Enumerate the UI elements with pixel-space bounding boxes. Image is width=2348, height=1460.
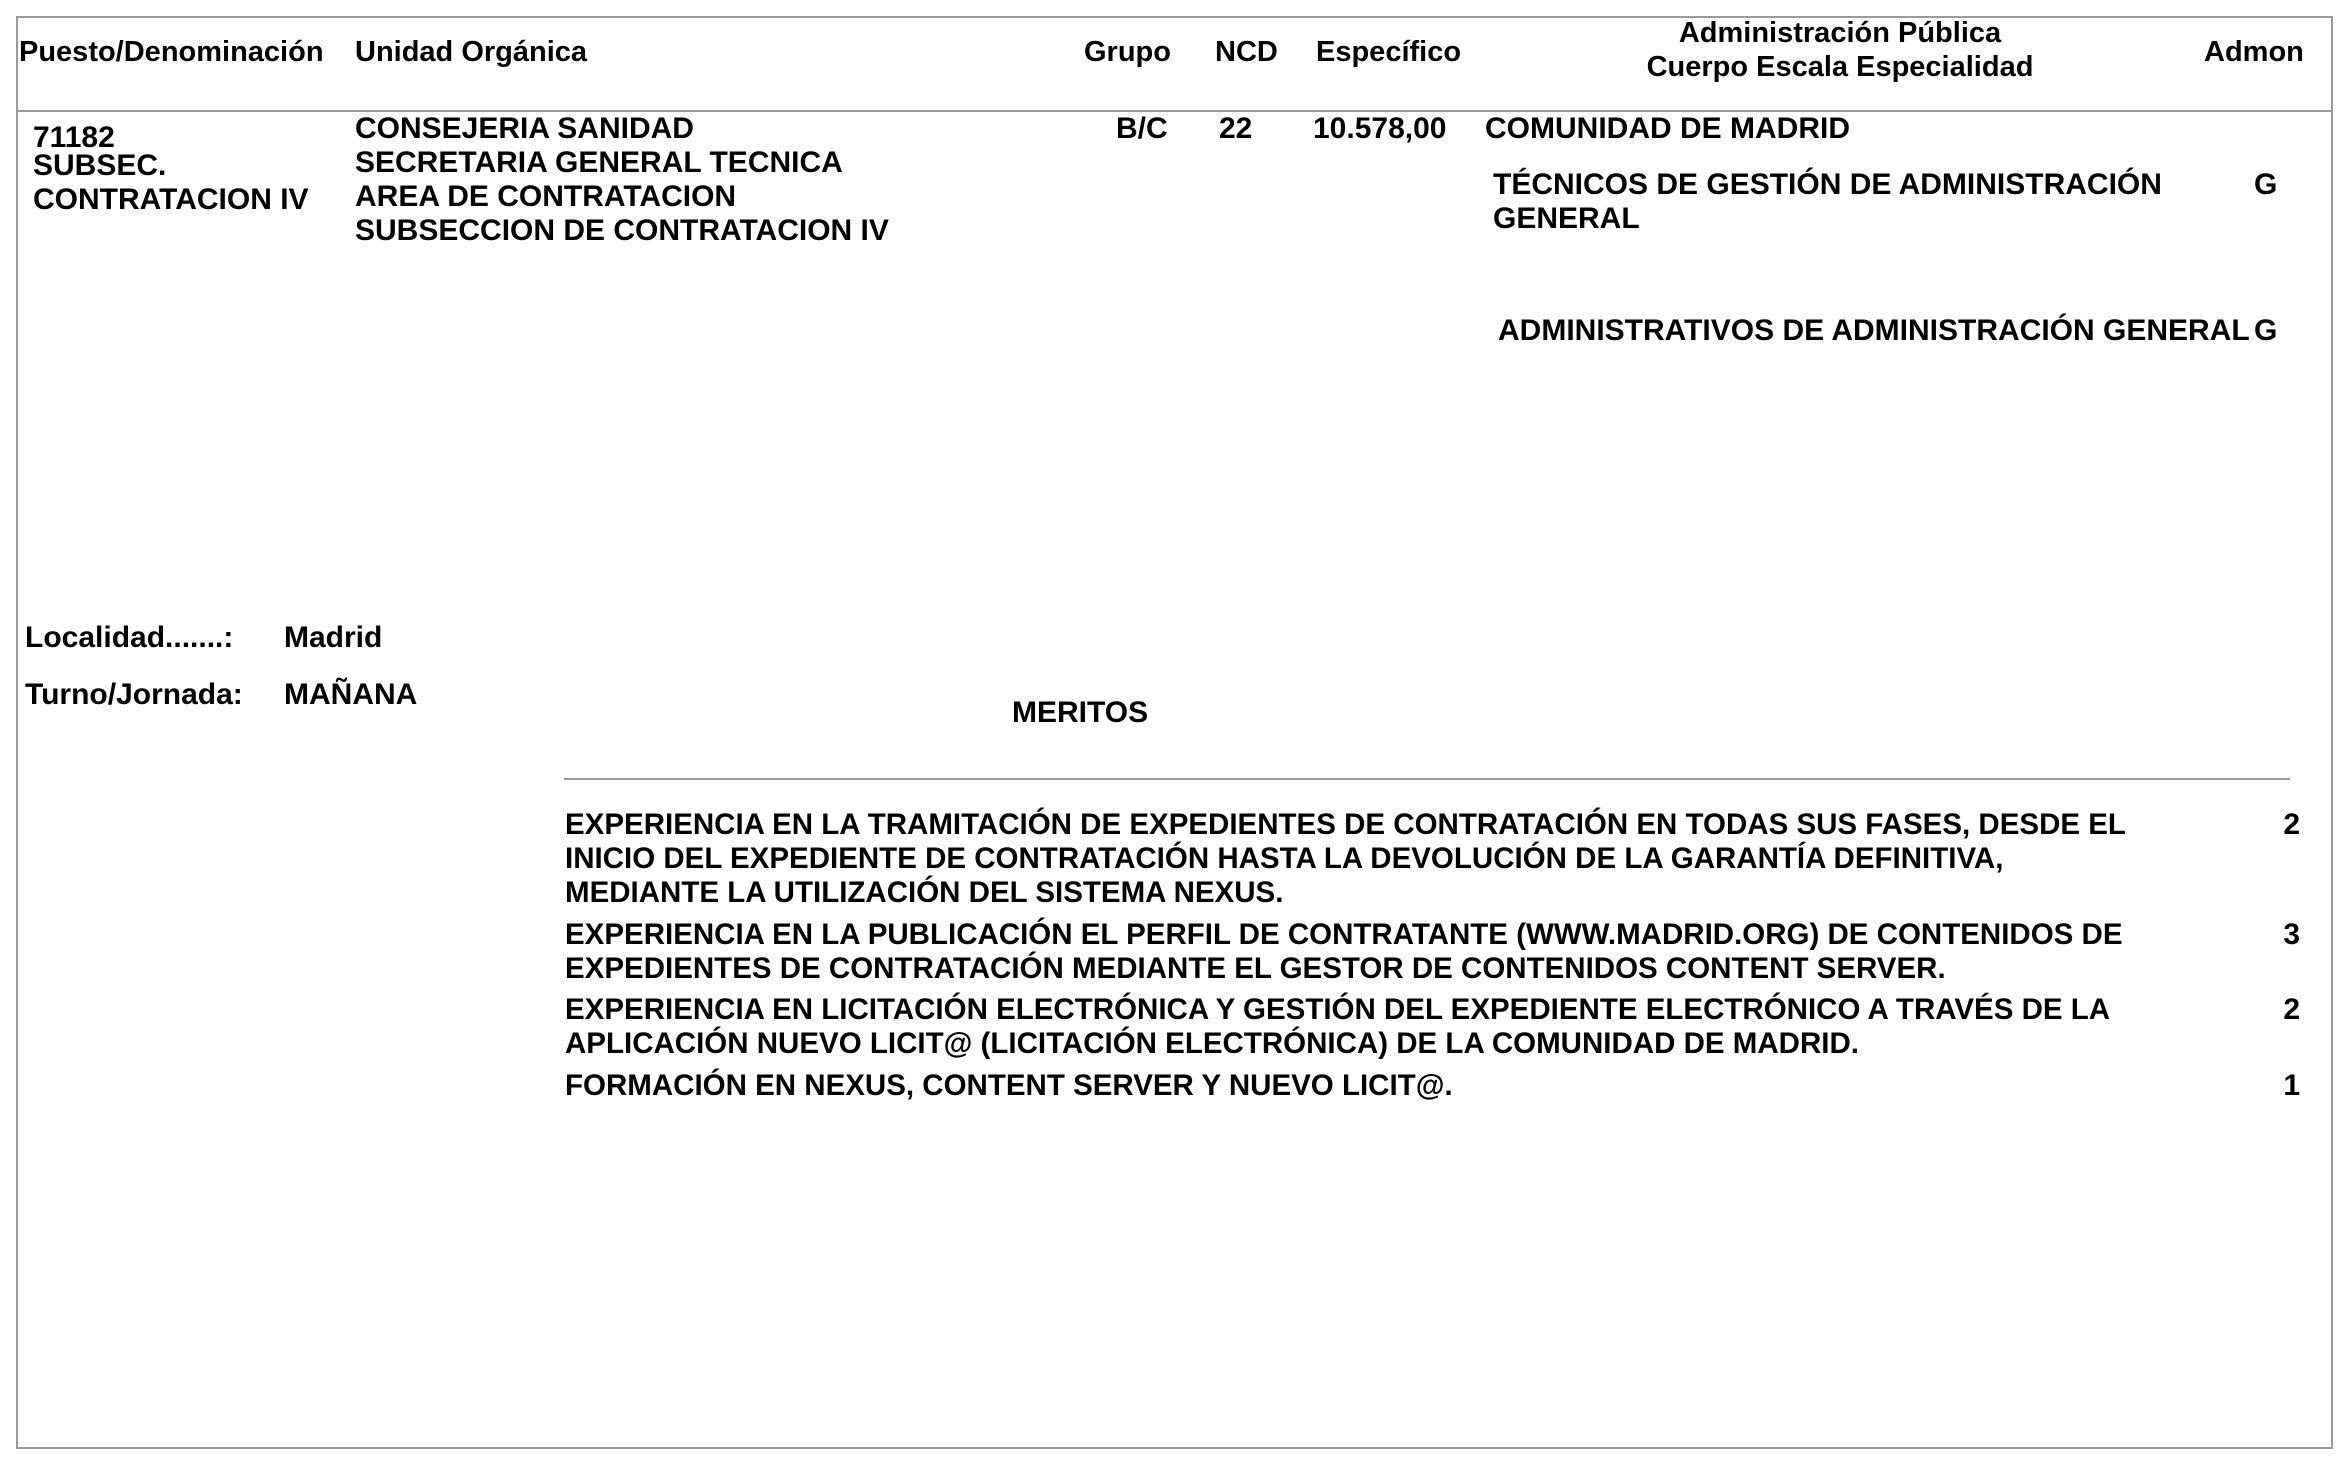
merito-points: 2 (2283, 993, 2300, 1026)
unidad-line: AREA DE CONTRATACION (355, 180, 737, 213)
localidad-value: Madrid (284, 621, 383, 654)
grupo-value: B/C (1116, 112, 1168, 145)
turno-label: Turno/Jornada: (25, 678, 243, 711)
merito-text: FORMACIÓN EN NEXUS, CONTENT SERVER Y NUEVO LICIT@. (565, 1069, 1453, 1102)
ncd-value: 22 (1219, 112, 1253, 145)
meritos-title: MERITOS (1012, 696, 1149, 729)
administracion-value: COMUNIDAD DE MADRID (1485, 112, 1850, 145)
unidad-line: CONSEJERIA SANIDAD (355, 112, 694, 145)
header-puesto: Puesto/Denominación (19, 36, 324, 68)
cuerpo-2-line-1: ADMINISTRATIVOS DE ADMINISTRACIÓN GENERAL (1498, 314, 2250, 347)
merito-text: EXPERIENCIA EN LA PUBLICACIÓN EL PERFIL DE CONTRATANTE (WWW.MADRID.ORG) DE CONTENIDOS DE EXPEDIENTES DE CONTRATACIÓN MEDIANTE EL GESTOR DE CONTENIDOS CONTENT SERVER. (565, 918, 2123, 985)
turno-value: MAÑANA (284, 678, 418, 711)
header-cuerpo-escala: Cuerpo Escala Especialidad (1646, 51, 2034, 83)
puesto-denominacion-2: CONTRATACION IV (33, 183, 309, 216)
merito-points: 2 (2283, 808, 2300, 841)
especifico-value: 10.578,00 (1313, 112, 1447, 145)
merito-points: 3 (2283, 918, 2300, 951)
header-ncd: NCD (1215, 36, 1278, 68)
puesto-denominacion-1: SUBSEC. (33, 149, 167, 182)
header-especifico: Específico (1316, 36, 1462, 68)
unidad-line: SECRETARIA GENERAL TECNICA (355, 146, 843, 179)
meritos-divider (564, 778, 2290, 780)
header-admin-publica: Administración Pública (1678, 17, 2002, 49)
unidad-line: SUBSECCION DE CONTRATACION IV (355, 214, 889, 247)
merito-points: 1 (2283, 1069, 2300, 1102)
merito-text: EXPERIENCIA EN LICITACIÓN ELECTRÓNICA Y GESTIÓN DEL EXPEDIENTE ELECTRÓNICO A TRAVÉS DE LA APLICACIÓN NUEVO LICIT@ (LICITACIÓN ELECTRÓNICA) DE LA COMUNIDAD DE MADRID. (565, 993, 2111, 1060)
cuerpo-1-line-1: TÉCNICOS DE GESTIÓN DE ADMINISTRACIÓN (1493, 168, 2162, 201)
header-unidad: Unidad Orgánica (355, 36, 588, 68)
cuerpo-1-line-2: GENERAL (1493, 202, 1640, 235)
cuerpo-2-admon: G (2254, 314, 2278, 347)
cuerpo-1-admon: G (2254, 168, 2278, 201)
puesto-codigo: 71182 (33, 121, 115, 154)
merito-text: EXPERIENCIA EN LA TRAMITACIÓN DE EXPEDIENTES DE CONTRATACIÓN EN TODAS SUS FASES, DESDE EL INICIO DEL EXPEDIENTE DE CONTRATACIÓN HASTA LA DEVOLUCIÓN DE LA GARANTÍA DEFINITIVA, MEDIANTE LA UTILIZACIÓN DEL SISTEMA NEXUS. (565, 808, 2126, 909)
localidad-label: Localidad.......: (25, 621, 234, 654)
header-admon: Admon (2204, 36, 2304, 68)
unidad-organica (355, 112, 889, 248)
header-grupo: Grupo (1084, 36, 1171, 68)
